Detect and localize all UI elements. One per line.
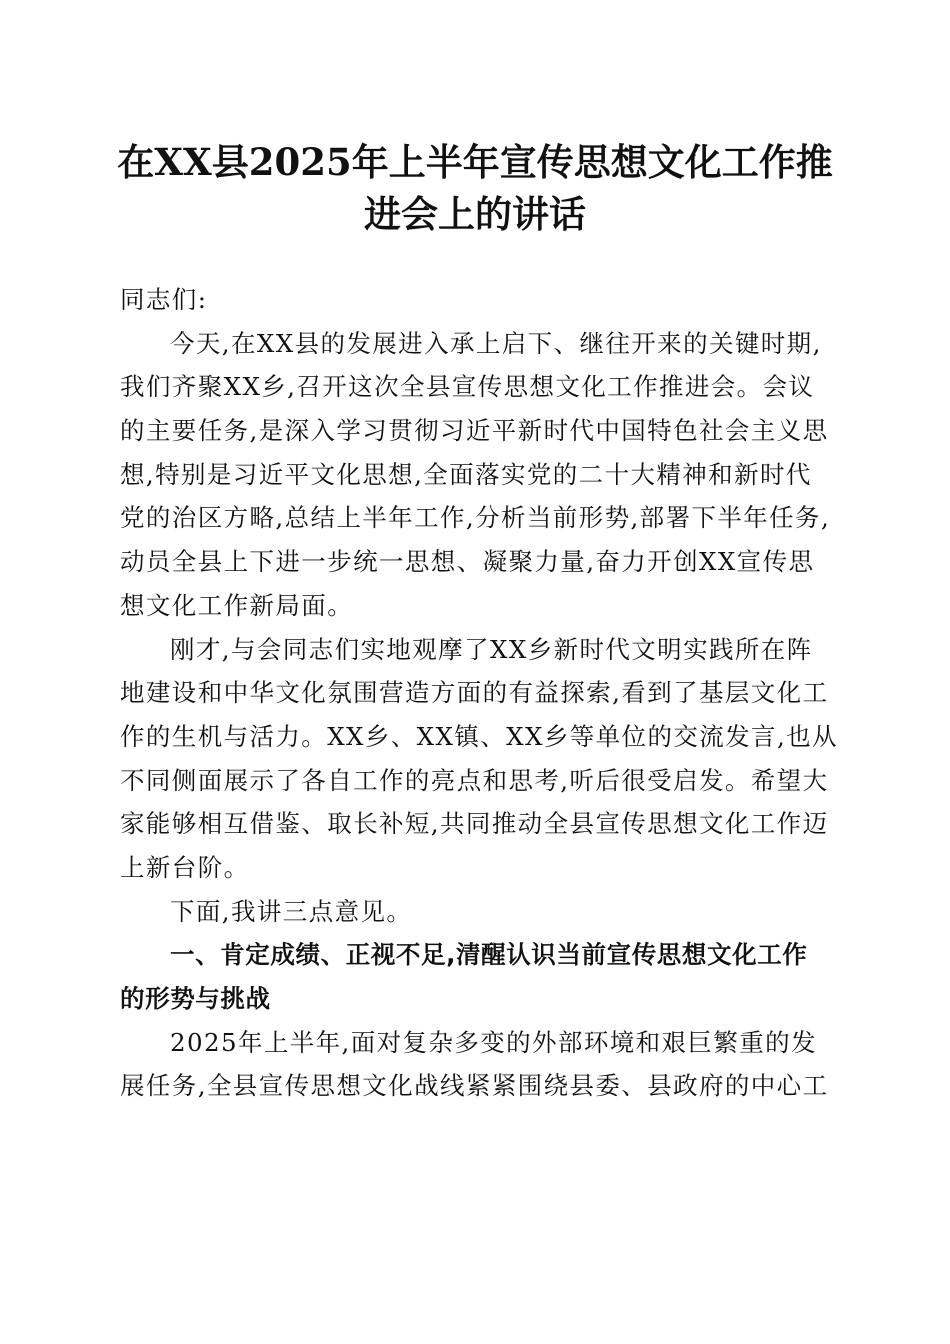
paragraph-4	[120, 1021, 832, 1108]
paragraph-line: 想文化工作新局面。	[120, 590, 354, 620]
paragraph-line: 作的生机与活力。XX乡、XX镇、XX乡等单位的交流发言,也从	[120, 721, 838, 751]
paragraph-line: 展任务,全县宣传思想文化战线紧紧围绕县委、县政府的中心工	[120, 1071, 829, 1101]
document-body	[120, 278, 838, 1108]
paragraph-line: 动员全县上下进一步统一思想、凝聚力量,奋力开创XX宣传思	[120, 547, 815, 577]
salutation: 同志们:	[120, 285, 208, 314]
paragraph-line: 上新台阶。	[120, 852, 250, 882]
title-line-2: 进会上的讲话	[364, 192, 586, 236]
paragraph-line: 我们齐聚XX乡,召开这次全县宣传思想文化工作推进会。会议	[120, 372, 815, 402]
paragraph-line: 2025年上半年,面对复杂多变的外部环境和艰巨繁重的发	[170, 1027, 817, 1057]
paragraph-line: 的主要任务,是深入学习贯彻习近平新时代中国特色社会主义思	[120, 416, 829, 446]
section-heading-1	[120, 933, 832, 1020]
heading-line: 的形势与挑战	[120, 984, 271, 1013]
paragraph-line: 家能够相互借鉴、取长补短,共同推动全县宣传思想文化工作迈	[120, 809, 829, 839]
paragraph-line: 想,特别是习近平文化思想,全面落实党的二十大精神和新时代	[120, 459, 812, 489]
paragraph-3: 下面,我讲三点意见。	[170, 896, 413, 926]
paragraph-2	[120, 628, 838, 890]
paragraph-line: 刚才,与会同志们实地观摩了XX乡新时代文明实践所在阵	[170, 634, 813, 664]
paragraph-line: 不同侧面展示了各自工作的亮点和思考,听后很受启发。希望大	[120, 765, 829, 795]
paragraph-line: 地建设和中华文化氛围营造方面的有益探索,看到了基层文化工	[120, 678, 829, 708]
paragraph-1	[120, 322, 832, 628]
document-title	[100, 136, 850, 240]
paragraph-line: 今天,在XX县的发展进入承上启下、继往开来的关键时期,	[170, 328, 822, 358]
heading-line: 一、肯定成绩、正视不足,清醒认识当前宣传思想文化工作	[170, 940, 808, 970]
title-line-1: 在XX县2025年上半年宣传思想文化工作推	[117, 140, 833, 184]
paragraph-line: 党的治区方略,总结上半年工作,分析当前形势,部署下半年任务,	[120, 503, 831, 533]
